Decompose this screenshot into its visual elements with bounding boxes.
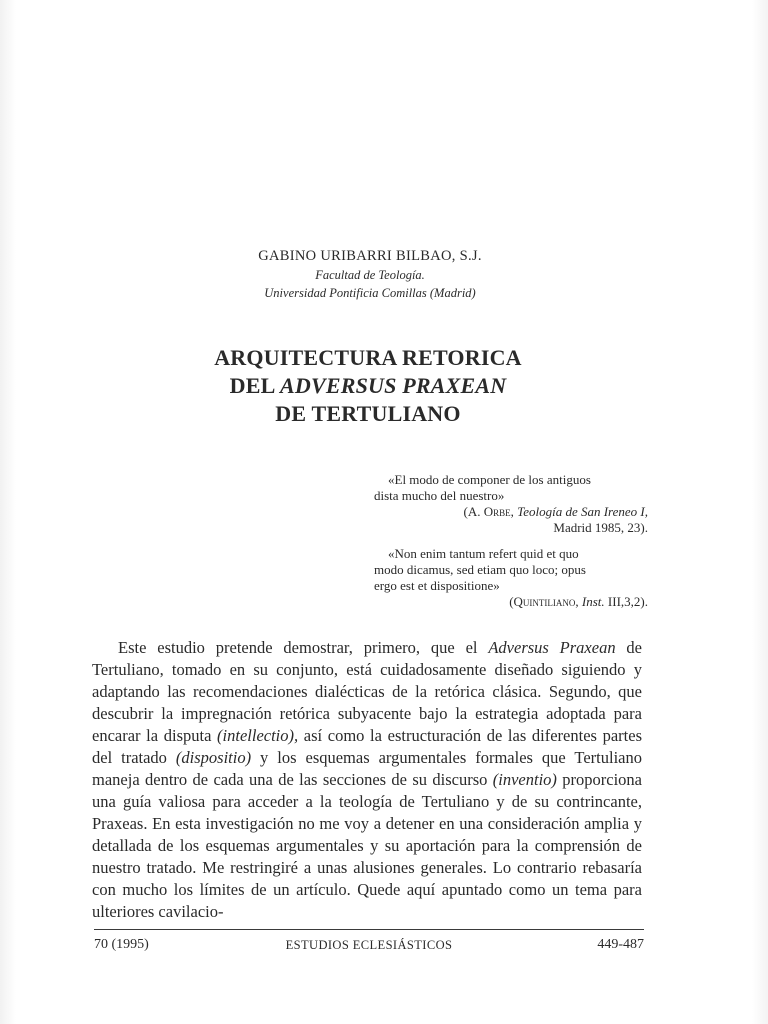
title-line-2-italic: ADVERSUS PRAXEAN	[279, 373, 507, 398]
citation-author: Orbe	[483, 504, 511, 519]
title-line-2	[0, 372, 736, 400]
author-block	[0, 246, 740, 302]
body-italic-run: (inventio)	[492, 770, 557, 789]
citation-separator: ,	[575, 594, 582, 609]
citation-open: (	[509, 594, 514, 609]
title-line-3: DE TERTULIANO	[275, 401, 461, 426]
footer-rule	[94, 929, 644, 930]
citation-work: Inst.	[581, 594, 605, 609]
citation-separator: ,	[510, 504, 518, 519]
body-text-run: y los esquemas argumentales formales que Tertuliano maneja dentro de cada una de las secciones de su discurso	[92, 748, 642, 789]
citation-open: (A.	[463, 504, 484, 519]
citation-reference: III,3,2).	[604, 594, 648, 609]
epigraph-quote-line: dista mucho del nuestro»	[374, 488, 505, 503]
body-text-run: proporciona una guía valiosa para acceder a la teología de Tertuliano y de su contrincante, Praxeas. En esta investigación no me voy a detener en una consideración amplia y detallada de los esquemas argumentales y su aportación para la comprensión de nuestro tratado. Me restringiré a unas alusiones generales. Lo contrario rebasaría con mucho los límites de un artículo. Quede aquí apuntado como un tema para ulteriores cavilacio-	[92, 770, 642, 921]
epigraph-quintiliano	[374, 546, 648, 610]
author-name: GABINO URIBARRI BILBAO, S.J.	[258, 248, 482, 264]
epigraph-citation	[374, 594, 648, 610]
body-text-run: así como la estructuración de las diferentes partes del tratado	[92, 726, 642, 767]
body-text-run: de Tertuliano, tomado en su conjunto, está cuidadosamente diseñado siguiendo y adaptando las recomendaciones dialécticas de la retórica clásica. Segundo, que descubrir la impregnación retórica subyacente bajo la estrategia adoptada para encarar la disputa	[92, 638, 642, 745]
body-paragraph	[92, 637, 642, 923]
footer-volume: 70 (1995)	[94, 937, 149, 952]
title-line-1: ARQUITECTURA RETORICA	[214, 345, 522, 370]
footer-journal: ESTUDIOS ECLESIÁSTICOS	[285, 938, 453, 952]
article-title	[0, 344, 736, 428]
citation-work: Teología de San Ireneo I,	[517, 504, 648, 519]
citation-author: Quintiliano	[513, 594, 576, 609]
author-faculty: Facultad de Teología.	[315, 268, 425, 282]
epigraph-quote-line: ergo est et dispositione»	[374, 578, 500, 593]
body-italic-run: Adversus Praxean	[488, 638, 616, 657]
body-italic-run: (dispositio)	[175, 748, 252, 767]
body-text-run: Este estudio pretende demostrar, primero, que el	[118, 638, 489, 657]
footer-pages: 449-487	[597, 937, 644, 952]
epigraph-quote-line: «El modo de componer de los antiguos	[388, 472, 591, 487]
title-line-2-prefix: DEL	[229, 373, 280, 398]
author-university: Universidad Pontificia Comillas (Madrid)	[264, 286, 476, 300]
epigraph-citation	[374, 504, 648, 520]
body-italic-run: (intellectio),	[217, 726, 299, 745]
epigraph-quote-line: «Non enim tantum refert quid et quo	[388, 546, 579, 561]
epigraph-orbe	[374, 472, 648, 536]
epigraph-citation-line-2: Madrid 1985, 23).	[553, 520, 648, 535]
epigraph-quote-line: modo dicamus, sed etiam quo loco; opus	[374, 562, 586, 577]
